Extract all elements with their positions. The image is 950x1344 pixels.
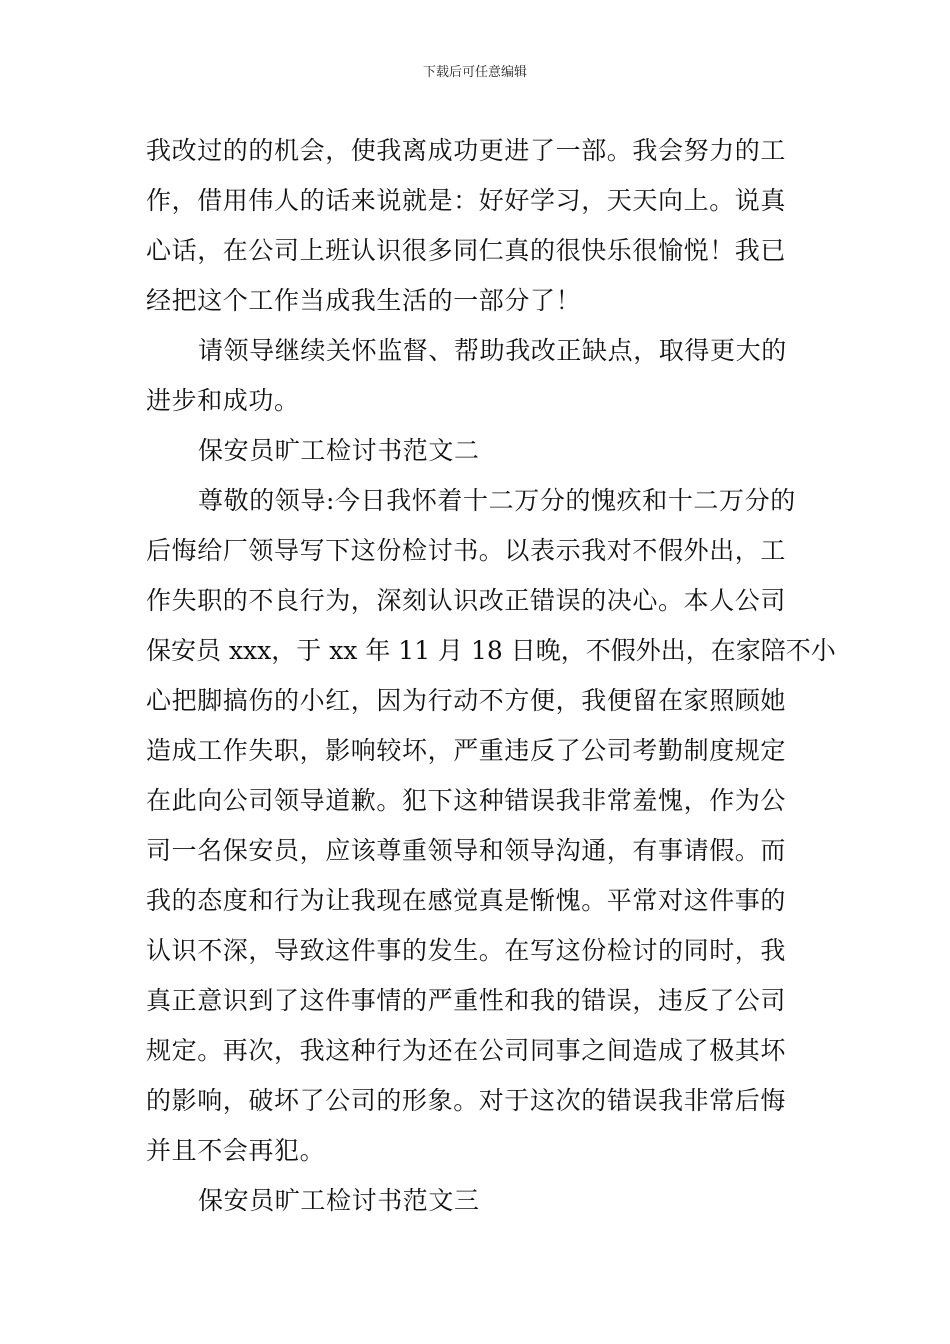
body-line: 的影响，破坏了公司的形象。对于这次的错误我非常后悔: [146, 1086, 787, 1115]
body-line: 保安员 xxx，于 xx 年 11 月 18 日晚，不假外出，在家陪不小: [146, 636, 836, 665]
page-header: 下载后可任意编辑: [422, 65, 527, 80]
section-heading: 保安员旷工检讨书范文二: [198, 436, 480, 465]
body-line: 我改过的的机会，使我离成功更进了一部。我会努力的工: [146, 136, 787, 165]
body-line: 经把这个工作当成我生活的一部分了！: [146, 286, 582, 315]
body-line: 心把脚搞伤的小红，因为行动不方便，我便留在家照顾她: [146, 686, 787, 715]
body-line: 认识不深，导致这件事的发生。在写这份检讨的同时，我: [146, 936, 787, 965]
body-line: 规定。再次，我这种行为还在公司同事之间造成了极其坏: [146, 1036, 787, 1065]
paragraph-first-line: 请领导继续关怀监督、帮助我改正缺点，取得更大的: [198, 336, 787, 365]
body-line: 我的态度和行为让我现在感觉真是惭愧。平常对这件事的: [146, 886, 787, 915]
body-line: 真正意识到了这件事情的严重性和我的错误，违反了公司: [146, 986, 787, 1015]
body-line: 司一名保安员，应该尊重领导和领导沟通，有事请假。而: [146, 836, 787, 865]
body-line: 后悔给厂领导写下这份检讨书。以表示我对不假外出，工: [146, 536, 787, 565]
section-heading: 保安员旷工检讨书范文三: [198, 1186, 480, 1215]
body-line: 作失职的不良行为，深刻认识改正错误的决心。本人公司: [146, 586, 787, 615]
body-line: 进步和成功。: [146, 386, 300, 415]
body-line: 并且不会再犯。: [146, 1136, 326, 1165]
paragraph-first-line: 尊敬的领导:今日我怀着十二万分的愧疚和十二万分的: [198, 486, 796, 515]
body-line: 心话，在公司上班认识很多同仁真的很快乐很愉悦！我已: [146, 236, 787, 265]
body-line: 在此向公司领导道歉。犯下这种错误我非常羞愧，作为公: [146, 786, 787, 815]
body-line: 作，借用伟人的话来说就是：好好学习，天天向上。说真: [146, 186, 787, 215]
body-line: 造成工作失职，影响较坏，严重违反了公司考勤制度规定: [146, 736, 787, 765]
